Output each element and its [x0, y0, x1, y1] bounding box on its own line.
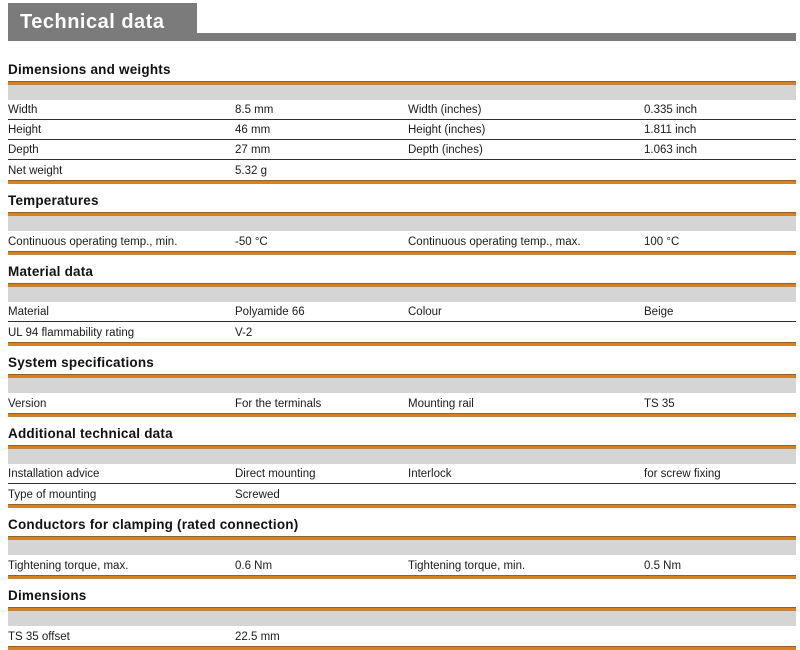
title-banner: [8, 3, 197, 41]
section-rows: [8, 464, 796, 504]
spec-value-right: [644, 502, 796, 504]
section-heading: Material data: [8, 264, 94, 279]
orange-rule-bottom: [8, 575, 796, 579]
spec-label-left: Material: [8, 306, 49, 318]
section-heading: Dimensions and weights: [8, 62, 171, 77]
gray-band: [8, 287, 796, 302]
section-heading: System specifications: [8, 355, 155, 370]
title-strip: [197, 33, 796, 41]
spec-value-right: [644, 644, 796, 646]
spec-value-left: 27 mm: [235, 144, 271, 156]
spec-label-left: Tightening torque, max.: [8, 560, 129, 572]
spec-row: [8, 231, 796, 251]
spec-value-left: 22.5 mm: [235, 631, 280, 643]
spec-value-left: -50 °C: [235, 236, 268, 248]
spec-value-right: 100 °C: [644, 236, 680, 248]
spec-label-left: Version: [8, 398, 47, 410]
spec-label-right: Colour: [408, 306, 442, 318]
orange-rule-bottom: [8, 342, 796, 346]
orange-rule-bottom: [8, 504, 796, 508]
spec-label-right: [408, 644, 644, 646]
orange-rule-bottom: [8, 180, 796, 184]
spec-label-left: Depth: [8, 144, 39, 156]
gray-band: [8, 216, 796, 231]
spec-row: [8, 160, 796, 180]
section: [8, 426, 796, 508]
spec-label-left: TS 35 offset: [8, 631, 70, 643]
spec-value-right: 0.335 inch: [644, 104, 698, 116]
spec-row: [8, 120, 796, 140]
section-rows: [8, 231, 796, 251]
section: [8, 193, 796, 255]
spec-label-left: Net weight: [8, 165, 63, 177]
spec-label-left: Type of mounting: [8, 489, 97, 501]
section: [8, 62, 796, 184]
spec-label-left: Continuous operating temp., min.: [8, 236, 178, 248]
spec-label-right: [408, 502, 644, 504]
spec-value-left: Polyamide 66: [235, 306, 305, 318]
section: [8, 517, 796, 579]
spec-label-left: Height: [8, 124, 42, 136]
sections-container: [8, 62, 796, 650]
spec-label-right: Tightening torque, min.: [408, 560, 526, 572]
gray-band: [8, 611, 796, 626]
spec-value-left: 8.5 mm: [235, 104, 274, 116]
spec-value-left: 46 mm: [235, 124, 271, 136]
section-rows: [8, 626, 796, 646]
spec-row: [8, 100, 796, 120]
spec-row: [8, 393, 796, 413]
section: [8, 264, 796, 346]
spec-value-right: [644, 178, 796, 180]
section: [8, 355, 796, 417]
spec-row: [8, 140, 796, 160]
section-rows: [8, 393, 796, 413]
section-heading: Conductors for clamping (rated connection): [8, 517, 299, 532]
gray-band: [8, 378, 796, 393]
gray-band: [8, 85, 796, 100]
spec-label-left: UL 94 flammability rating: [8, 327, 135, 339]
spec-value-right: for screw fixing: [644, 468, 721, 480]
spec-value-right: Beige: [644, 306, 674, 318]
spec-value-left: Direct mounting: [235, 468, 316, 480]
spec-value-left: 5.32 g: [235, 165, 267, 177]
spec-row: [8, 484, 796, 504]
section-rows: [8, 555, 796, 575]
spec-value-right: [644, 340, 796, 342]
orange-rule-bottom: [8, 646, 796, 650]
section-heading: Dimensions: [8, 588, 87, 603]
spec-label-left: Installation advice: [8, 468, 100, 480]
spec-label-right: Width (inches): [408, 104, 482, 116]
title-bar: [8, 3, 796, 41]
section: [8, 588, 796, 650]
spec-label-right: [408, 178, 644, 180]
spec-label-right: Interlock: [408, 468, 452, 480]
spec-value-left: Screwed: [235, 489, 280, 501]
section-heading: Temperatures: [8, 193, 99, 208]
spec-row: [8, 555, 796, 575]
spec-value-right: TS 35: [644, 398, 675, 410]
section-rows: [8, 100, 796, 180]
spec-row: [8, 626, 796, 646]
spec-value-left: 0.6 Nm: [235, 560, 273, 572]
spec-row: [8, 302, 796, 322]
gray-band: [8, 449, 796, 464]
spec-value-left: For the terminals: [235, 398, 322, 410]
spec-value-right: 1.063 inch: [644, 144, 698, 156]
spec-label-left: Width: [8, 104, 38, 116]
page-title: Technical data: [20, 10, 165, 33]
spec-label-right: Depth (inches): [408, 144, 483, 156]
spec-row: [8, 464, 796, 484]
spec-label-right: Height (inches): [408, 124, 486, 136]
spec-label-right: [408, 340, 644, 342]
section-heading: Additional technical data: [8, 426, 173, 441]
spec-value-right: 1.811 inch: [644, 124, 697, 136]
spec-label-right: Continuous operating temp., max.: [408, 236, 581, 248]
spec-label-right: Mounting rail: [408, 398, 474, 410]
orange-rule-bottom: [8, 413, 796, 417]
gray-band: [8, 540, 796, 555]
section-rows: [8, 302, 796, 342]
orange-rule-bottom: [8, 251, 796, 255]
spec-value-left: V-2: [235, 327, 253, 339]
spec-value-right: 0.5 Nm: [644, 560, 682, 572]
spec-row: [8, 322, 796, 342]
